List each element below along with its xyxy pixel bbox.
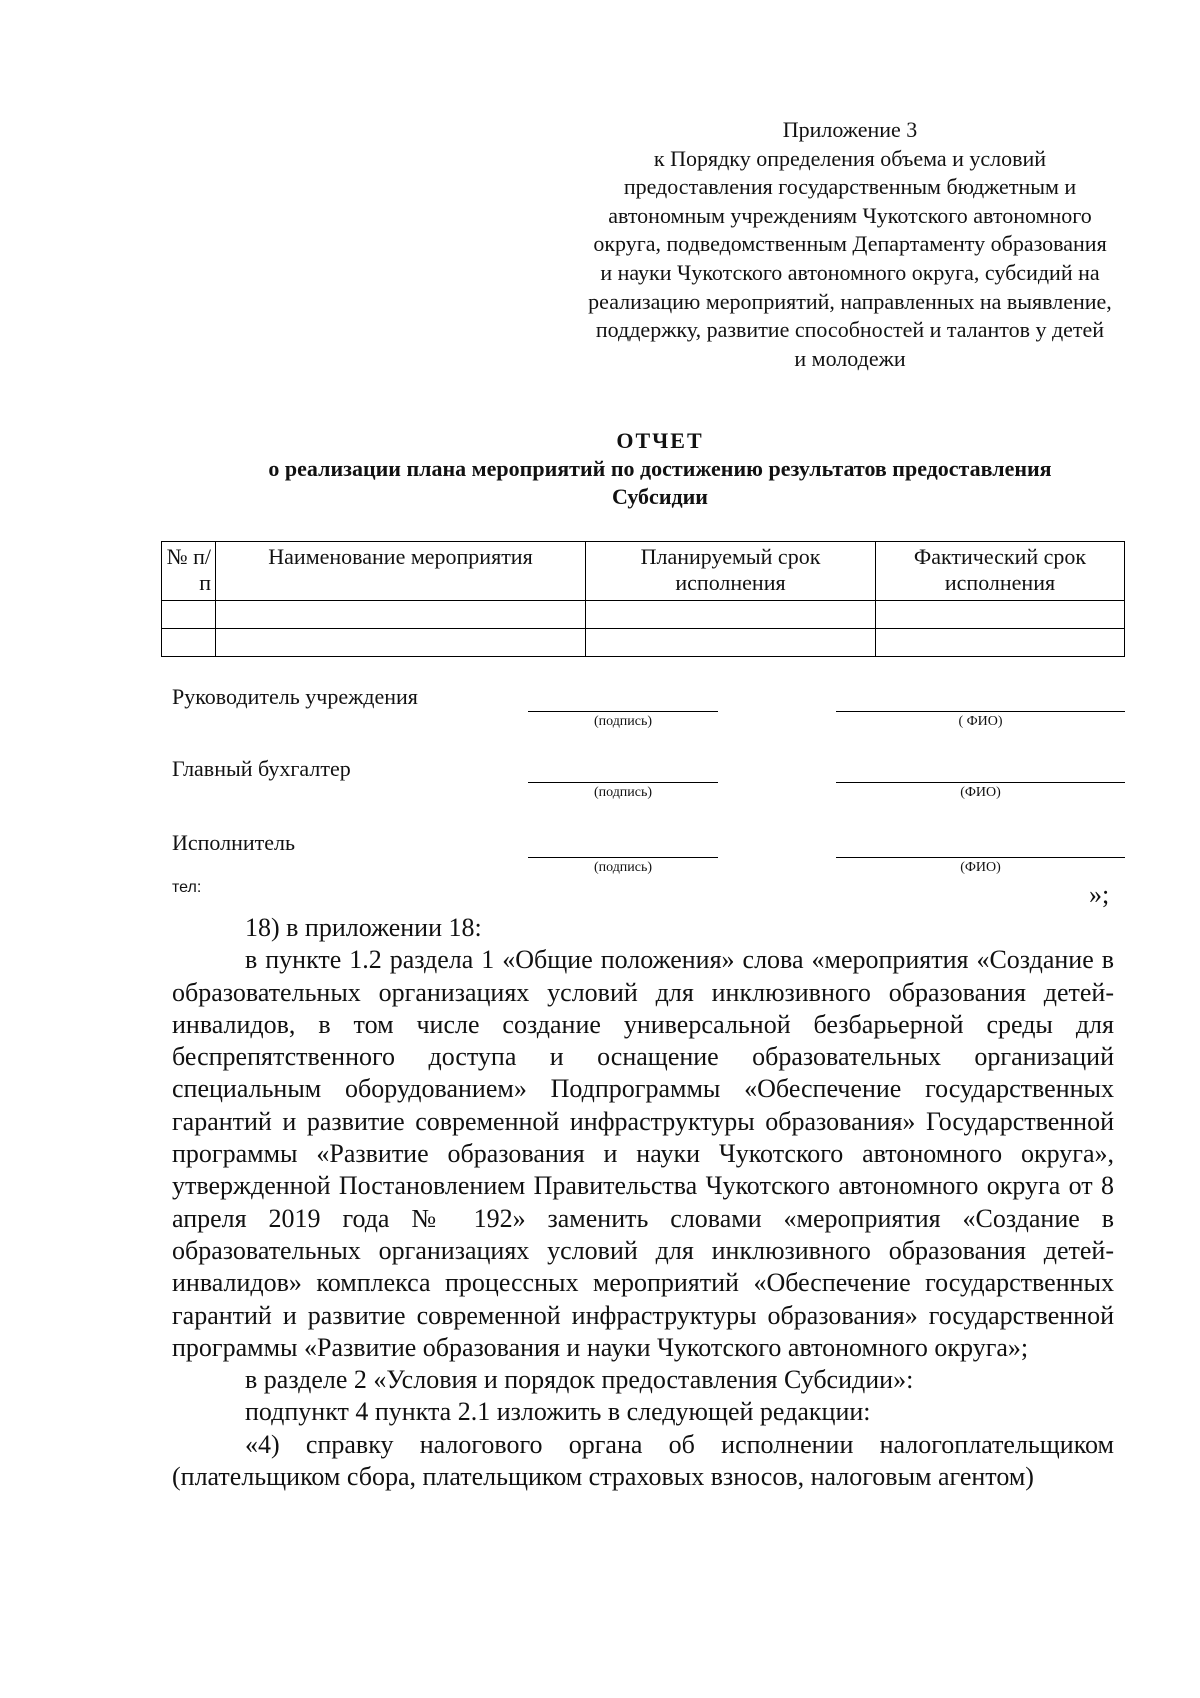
signature-line: [528, 782, 718, 783]
name-caption: (ФИО): [960, 860, 1001, 875]
table-row: [162, 629, 1125, 657]
header-num: № п/п: [162, 542, 216, 601]
signature-caption: (подпись): [593, 860, 653, 875]
appendix-line: и науки Чукотского автономного округа, субсидий на: [600, 259, 1100, 285]
signature-label-accountant: Главный бухгалтер: [172, 756, 351, 781]
report-table: [161, 541, 1125, 657]
report-subtitle-line1: о реализации плана мероприятий по достижению результатов предоставления: [268, 456, 1052, 481]
table-row: [162, 601, 1125, 629]
appendix-line: и молодежи: [794, 345, 906, 371]
signature-line: [528, 711, 718, 712]
name-line: [836, 782, 1125, 783]
appendix-line: округа, подведомственным Департаменту образования: [593, 231, 1107, 257]
tel-label: тел:: [172, 879, 202, 896]
table-cell: [876, 601, 1125, 629]
report-subtitle-line2: Субсидии: [612, 484, 708, 509]
appendix-line: реализацию мероприятий, направленных на выявление,: [588, 288, 1112, 314]
body-paragraph: в пункте 1.2 раздела 1 «Общие положения» слова «мероприятия «Создание в образовательных организациях условий для инклюзивного образования детей-инвалидов, в том числе создание универсальной безбарьерной среды для беспрепятственного доступа и оснащение образовательных организаций специальным оборудованием» Подпрограммы «Обеспечение государственных гарантий и развитие современной инфраструктуры образования» Государственной программы «Развитие образования и науки Чукотского автономного округа», утвержденной Постановлением Правительства Чукотского автономного округа от 8 апреля 2019 года № 192» заменить словами «мероприятия «Создание в образовательных организациях условий для инклюзивного образования детей-инвалидов» комплекса процессных мероприятий «Обеспечение государственных гарантий и развитие современной инфраструктуры образования» государственной программы «Развитие образования и науки Чукотского автономного округа»;: [172, 945, 1114, 1362]
closing-quote: »;: [1089, 880, 1110, 909]
table-cell: [216, 629, 586, 657]
signature-caption: (подпись): [593, 714, 653, 729]
body-paragraph: в разделе 2 «Условия и порядок предоставления Субсидии»:: [245, 1365, 914, 1395]
table-cell: [216, 601, 586, 629]
appendix-line: предоставления государственным бюджетным и: [623, 174, 1077, 200]
signature-caption: (подпись): [593, 785, 653, 800]
report-title: ОТЧЕТ: [616, 428, 704, 453]
body-paragraph: подпункт 4 пункта 2.1 изложить в следующей редакции:: [245, 1397, 871, 1427]
body-paragraph: 18) в приложении 18:: [245, 913, 482, 942]
appendix-line: Приложение 3: [782, 117, 918, 142]
appendix-line: поддержку, развитие способностей и талантов у детей: [595, 317, 1105, 343]
table-cell: [162, 629, 216, 657]
name-line: [836, 711, 1125, 712]
body-paragraph: «4) справку налогового органа об исполнении налогоплательщиком (плательщиком сбора, плательщиком страховых взносов, налоговым агентом): [172, 1429, 1114, 1492]
table-cell: [162, 601, 216, 629]
header-actual: Фактический срок исполнения: [876, 542, 1125, 601]
name-caption: ( ФИО): [958, 714, 1003, 729]
report-heading: [160, 427, 1160, 511]
appendix-line: к Порядку определения объема и условий: [653, 145, 1047, 171]
table-cell: [586, 629, 876, 657]
signature-label-executor: Исполнитель: [172, 830, 296, 855]
signature-line: [528, 857, 718, 858]
table-header-row: [162, 542, 1125, 601]
header-name: Наименование мероприятия: [216, 542, 586, 601]
appendix-header: [555, 116, 1145, 373]
table-cell: [876, 629, 1125, 657]
signature-label-head: Руководитель учреждения: [172, 684, 418, 709]
body-text: [172, 912, 1114, 1493]
name-line: [836, 857, 1125, 858]
appendix-line: автономным учреждениям Чукотского автономного: [608, 202, 1092, 228]
table-cell: [586, 601, 876, 629]
name-caption: (ФИО): [960, 785, 1001, 800]
header-planned: Планируемый срок исполнения: [586, 542, 876, 601]
